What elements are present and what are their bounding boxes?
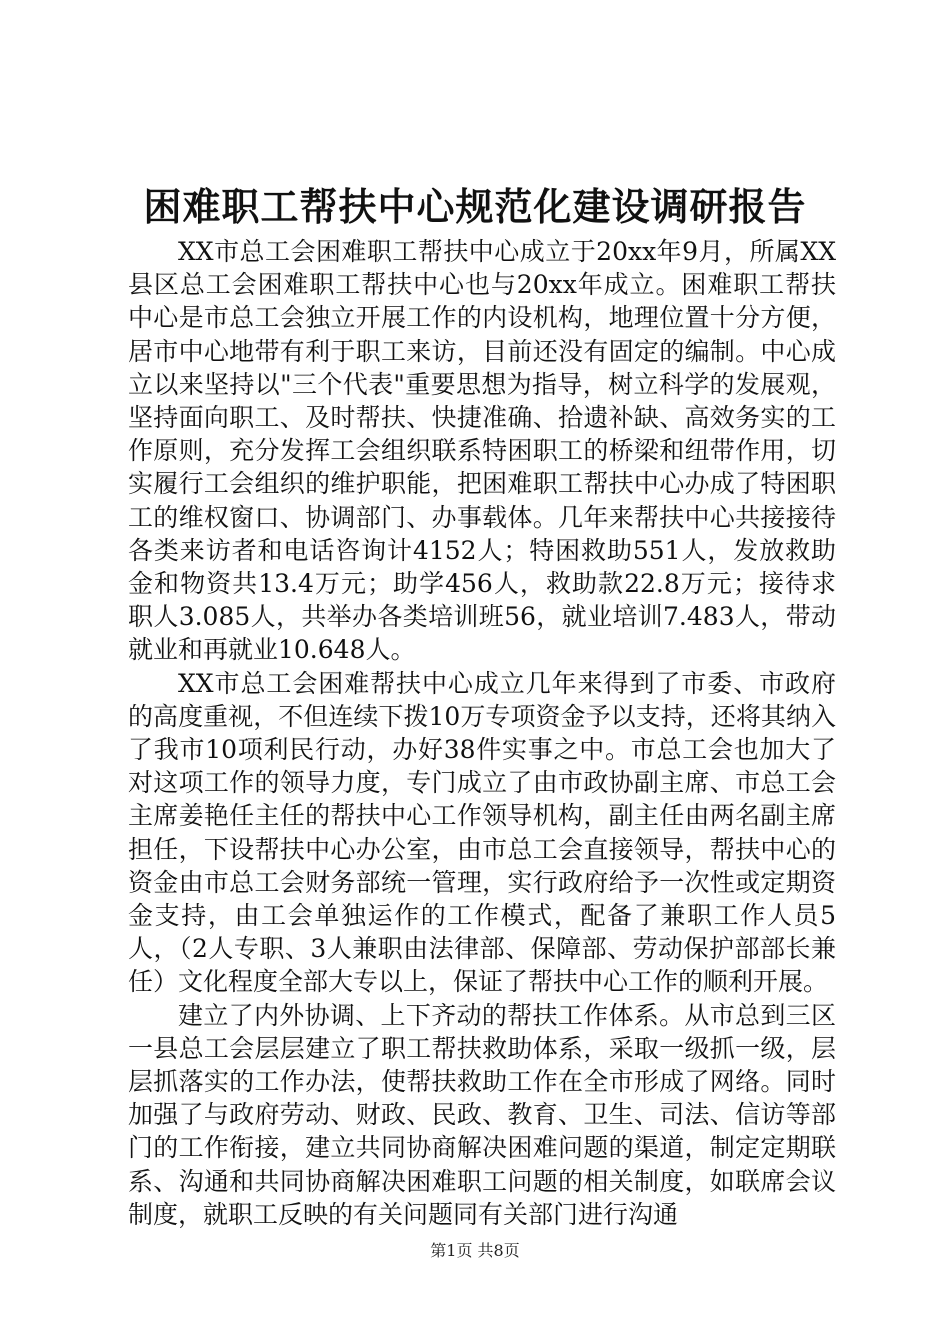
- paragraph-2: XX市总工会困难帮扶中心成立几年来得到了市委、市政府的高度重视，不但连续下拨10万专项资金予以支持，还将其纳入了我市10项利民行动，办好38件实事之中。市总工会也加大了对这项工作的领导力度，专门成立了由市政协副主席、市总工会主席姜艳任主任的帮扶中心工作领导机构，副主任由两名副主席担任，下设帮扶中心办公室，由市总工会直接领导，帮扶中心的资金由市总工会财务部统一管理，实行政府给予一次性或定期资金支持，由工会单独运作的工作模式，配备了兼职工作人员5人，（2人专职、3人兼职由法律部、保障部、劳动保护部部长兼任）文化程度全部大专以上，保证了帮扶中心工作的顺利开展。: [128, 668, 836, 997]
- paragraph-3: 建立了内外协调、上下齐动的帮扶工作体系。从市总到三区一县总工会层层建立了职工帮扶救助体系，采取一级抓一级，层层抓落实的工作办法，使帮扶救助工作在全市形成了网络。同时加强了与政府劳动、财政、民政、教育、卫生、司法、信访等部门的工作衔接，建立共同协商解决困难问题的渠道，制定定期联系、沟通和共同协商解决困难职工问题的相关制度，如联席会议制度，就职工反映的有关问题同有关部门进行沟通: [128, 1000, 836, 1229]
- document-title: 困难职工帮扶中心规范化建设调研报告: [143, 184, 807, 229]
- page-number-footer: 第1页 共8页: [430, 1241, 520, 1260]
- document-body: [128, 235, 836, 1231]
- paragraph-1: XX市总工会困难职工帮扶中心成立于20xx年9月，所属XX县区总工会困难职工帮扶中心也与20xx年成立。困难职工帮扶中心是市总工会独立开展工作的内设机构，地理位置十分方便，居市中心地带有利于职工来访，目前还没有固定的编制。中心成立以来坚持以"三个代表"重要思想为指导，树立科学的发展观，坚持面向职工、及时帮扶、快捷准确、拾遗补缺、高效务实的工作原则，充分发挥工会组织联系特困职工的桥梁和纽带作用，切实履行工会组织的维护职能，把困难职工帮扶中心办成了特困职工的维权窗口、协调部门、办事载体。几年来帮扶中心共接接待各类来访者和电话咨询计4152人；特困救助551人，发放救助金和物资共13.4万元；助学456人，救助款22.8万元；接待求职人3.085人，共举办各类培训班56，就业培训7.483人，带动就业和再就业10.648人。: [128, 237, 836, 665]
